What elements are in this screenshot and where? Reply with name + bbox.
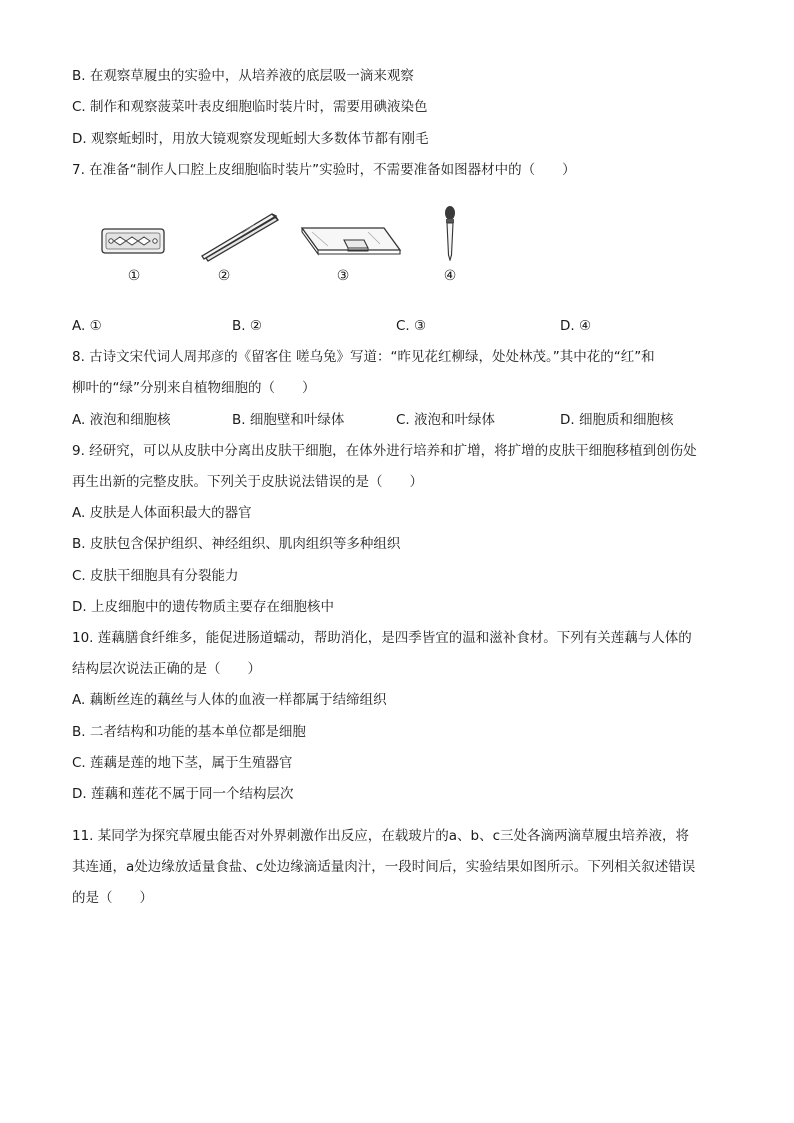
q10-option-a: A. 藕断丝连的藕丝与人体的血液一样都属于结缔组织: [72, 692, 387, 708]
figure-label-3: ③: [336, 268, 350, 284]
q10-stem-line1: 10. 莲藕膳食纤维多，能促进肠道蠕动，帮助消化，是四季皆宜的温和滋补食材。下列有关莲藕与人体的: [72, 630, 692, 646]
q6-option-b: B. 在观察草履虫的实验中，从培养液的底层吸一滴来观察: [72, 68, 414, 84]
q9-option-c: C. 皮肤干细胞具有分裂能力: [72, 568, 239, 584]
tweezers-icon: [196, 212, 282, 268]
q8-option-a: A. 液泡和细胞核: [72, 412, 171, 428]
q10-option-b: B. 二者结构和功能的基本单位都是细胞: [72, 724, 306, 740]
q7-option-a: A. ①: [72, 318, 102, 334]
figure-label-1: ①: [127, 268, 141, 284]
razor-blade-icon: [100, 225, 166, 263]
q10-option-d: D. 莲藕和莲花不属于同一个结构层次: [72, 786, 294, 802]
q6-option-c: C. 制作和观察菠菜叶表皮细胞临时装片时，需要用碘液染色: [72, 99, 428, 115]
figure-label-2: ②: [217, 268, 231, 284]
q8-option-d: D. 细胞质和细胞核: [560, 412, 674, 428]
q9-option-b: B. 皮肤包含保护组织、神经组织、肌肉组织等多种组织: [72, 536, 401, 552]
q8-stem-line1: 8. 古诗文宋代词人周邦彦的《留客住 嗟乌兔》写道：“昨见花红柳绿，处处林茂。”其中花的“红”和: [72, 349, 655, 365]
q7-option-b: B. ②: [232, 318, 262, 334]
figure-label-4: ④: [443, 268, 457, 284]
slide-and-coverslip-icon: [298, 220, 404, 266]
q10-option-c: C. 莲藕是莲的地下茎，属于生殖器官: [72, 755, 293, 771]
q11-stem-line1: 11. 某同学为探究草履虫能否对外界刺激作出反应，在载玻片的a、b、c三处各滴两滴草履虫培养液，将: [72, 828, 690, 844]
q7-stem: 7. 在准备“制作人口腔上皮细胞临时装片”实验时，不需要准备如图器材中的（ ）: [72, 162, 576, 178]
q6-option-d: D. 观察蚯蚓时，用放大镜观察发现蚯蚓大多数体节都有刚毛: [72, 131, 429, 147]
q11-stem-line2: 其连通，a处边缘放适量食盐、c处边缘滴适量肉汁，一段时间后，实验结果如图所示。下列相关叙述错误: [72, 859, 696, 875]
q8-option-b: B. 细胞壁和叶绿体: [232, 412, 345, 428]
q9-stem-line2: 再生出新的完整皮肤。下列关于皮肤说法错误的是（ ）: [72, 474, 423, 490]
q8-stem-line2: 柳叶的“绿”分别来自植物细胞的（ ）: [72, 380, 316, 396]
q9-stem-line1: 9. 经研究，可以从皮肤中分离出皮肤干细胞，在体外进行培养和扩增，将扩增的皮肤干细胞移植到创伤处: [72, 443, 697, 459]
dropper-icon: [440, 205, 460, 265]
q9-option-a: A. 皮肤是人体面积最大的器官: [72, 505, 252, 521]
q11-stem-line3: 的是（ ）: [72, 890, 153, 906]
q10-stem-line2: 结构层次说法正确的是（ ）: [72, 661, 261, 677]
q7-option-c: C. ③: [396, 318, 427, 334]
q7-option-d: D. ④: [560, 318, 592, 334]
q9-option-d: D. 上皮细胞中的遗传物质主要存在细胞核中: [72, 599, 334, 615]
q8-option-c: C. 液泡和叶绿体: [396, 412, 496, 428]
